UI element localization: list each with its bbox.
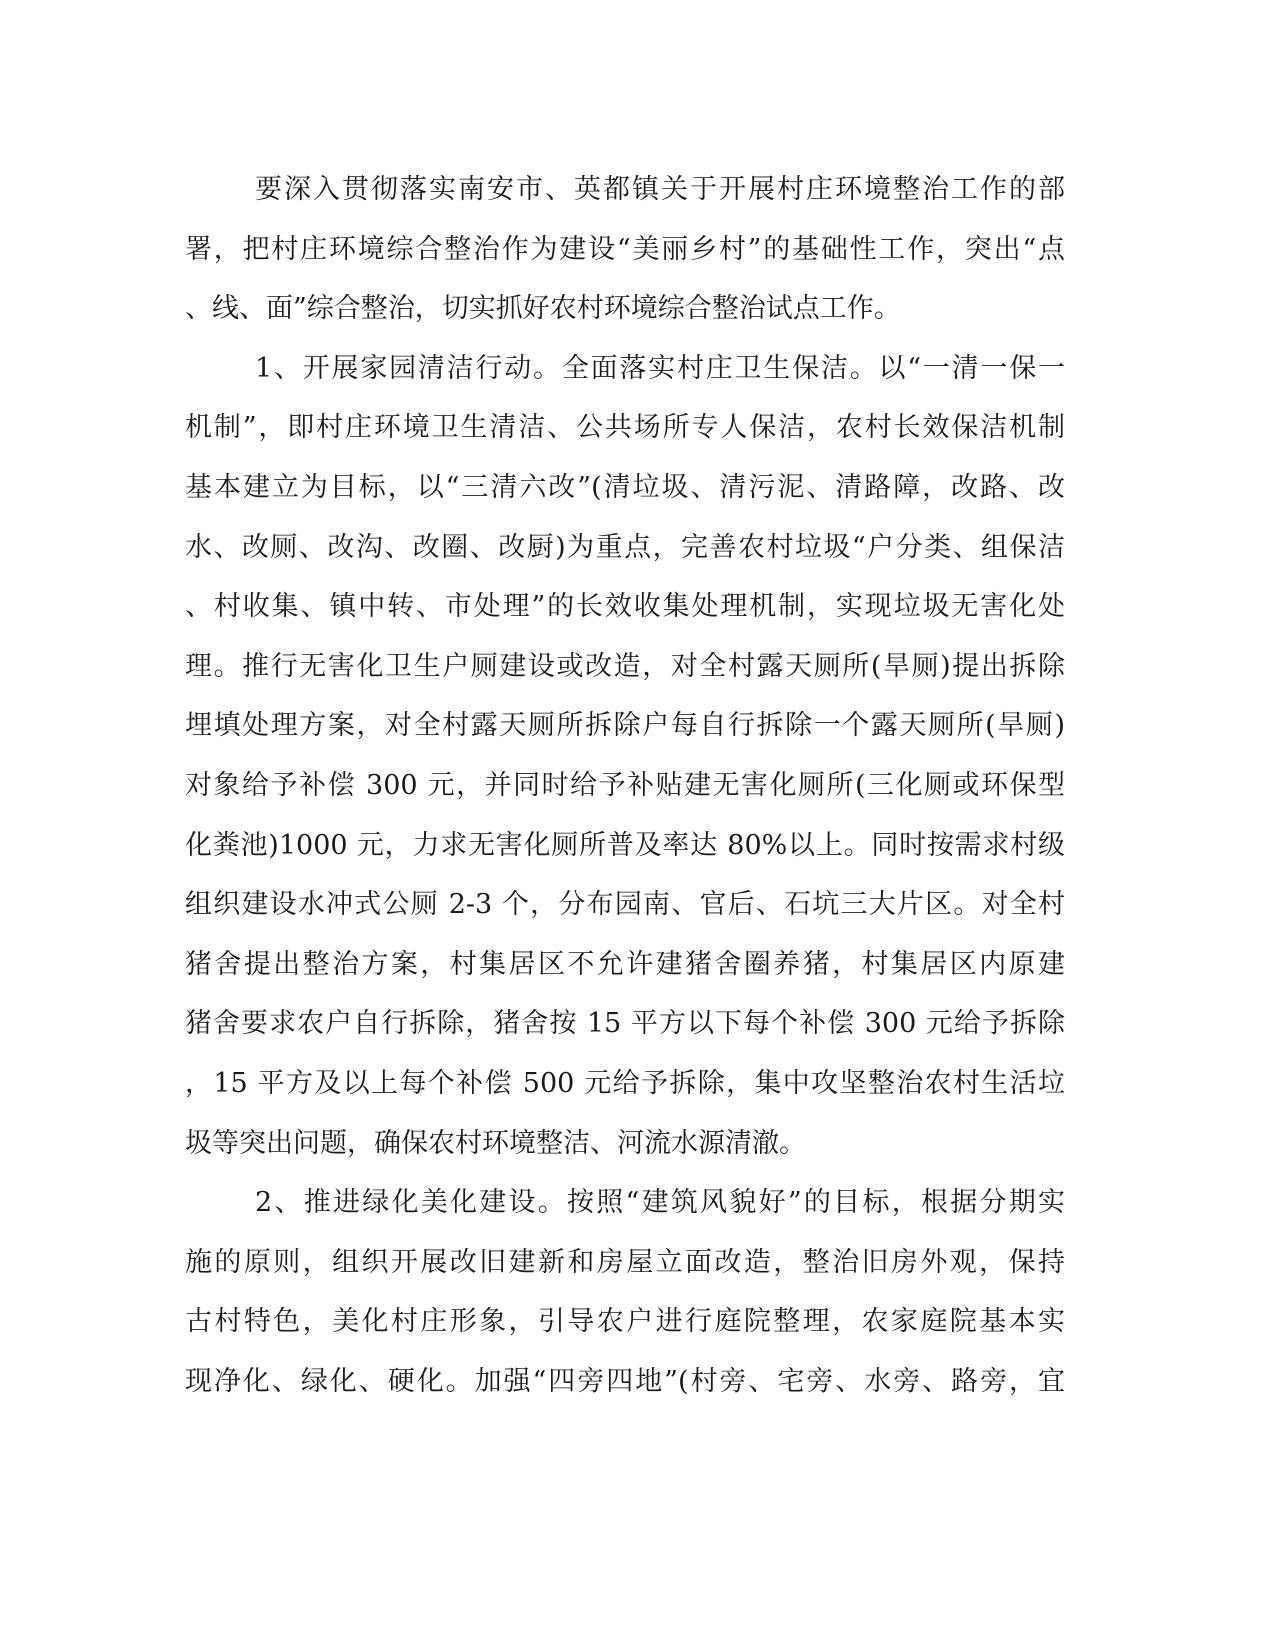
- paragraph-2: [185, 339, 1065, 1173]
- paragraph-line: 古村特色，美化村庄形象，引导农户进行庭院整理，农家庭院基本实: [185, 1306, 1065, 1338]
- paragraph-line: 基本建立为目标，以“三清六改”(清垃圾、清污泥、清路障，改路、改: [185, 471, 1065, 503]
- paragraph-line: 2、推进绿化美化建设。按照“建筑风貌好”的目标，根据分期实: [255, 1187, 1065, 1219]
- paragraph-line: 现净化、绿化、硬化。加强“四旁四地”(村旁、宅旁、水旁、路旁，宜: [185, 1365, 1065, 1397]
- paragraph-3: [185, 1173, 1065, 1411]
- paragraph-line: 化粪池)1000 元，力求无害化厕所普及率达 80%以上。同时按需求村级: [185, 829, 1065, 861]
- paragraph-line: 、线、面”综合整治，切实抓好农村环境综合整治试点工作。: [185, 293, 901, 325]
- paragraph-line: 要深入贯彻落实南安市、英都镇关于开展村庄环境整治工作的部: [255, 174, 1065, 205]
- paragraph-line: 组织建设水冲式公厕 2-3 个，分布园南、官后、石坑三大片区。对全村: [185, 889, 1065, 921]
- paragraph-1: [185, 160, 1065, 339]
- paragraph-line: 1、开展家园清洁行动。全面落实村庄卫生保洁。以“一清一保一: [255, 352, 1065, 384]
- paragraph-line: 猪舍提出整治方案，村集居区不允许建猪舍圈养猪，村集居区内原建: [185, 948, 1065, 980]
- paragraph-line: 对象给予补偿 300 元，并同时给予补贴建无害化厕所(三化厕或环保型: [185, 769, 1065, 801]
- paragraph-line: 圾等突出问题，确保农村环境整洁、河流水源清澈。: [185, 1127, 806, 1159]
- paragraph-line: 施的原则，组织开展改旧建新和房屋立面改造，整治旧房外观，保持: [185, 1246, 1065, 1278]
- paragraph-line: 水、改厕、改沟、改圈、改厨)为重点，完善农村垃圾“户分类、组保洁: [185, 531, 1065, 563]
- paragraph-line: 猪舍要求农户自行拆除，猪舍按 15 平方以下每个补偿 300 元给予拆除: [185, 1008, 1065, 1040]
- paragraph-line: 机制”，即村庄环境卫生清洁、公共场所专人保洁，农村长效保洁机制: [185, 412, 1065, 444]
- paragraph-line: ，15 平方及以上每个补偿 500 元给予拆除，集中攻坚整治农村生活垃: [185, 1067, 1065, 1099]
- paragraph-line: 署，把村庄环境综合整治作为建设“美丽乡村”的基础性工作，突出“点: [185, 233, 1065, 265]
- paragraph-line: 理。推行无害化卫生户厕建设或改造，对全村露天厕所(旱厕)提出拆除: [185, 650, 1065, 682]
- document-body: [185, 160, 1065, 1411]
- paragraph-line: 埋填处理方案，对全村露天厕所拆除户每自行拆除一个露天厕所(旱厕): [185, 710, 1065, 742]
- paragraph-line: 、村收集、镇中转、市处理”的长效收集处理机制，实现垃圾无害化处: [185, 591, 1065, 623]
